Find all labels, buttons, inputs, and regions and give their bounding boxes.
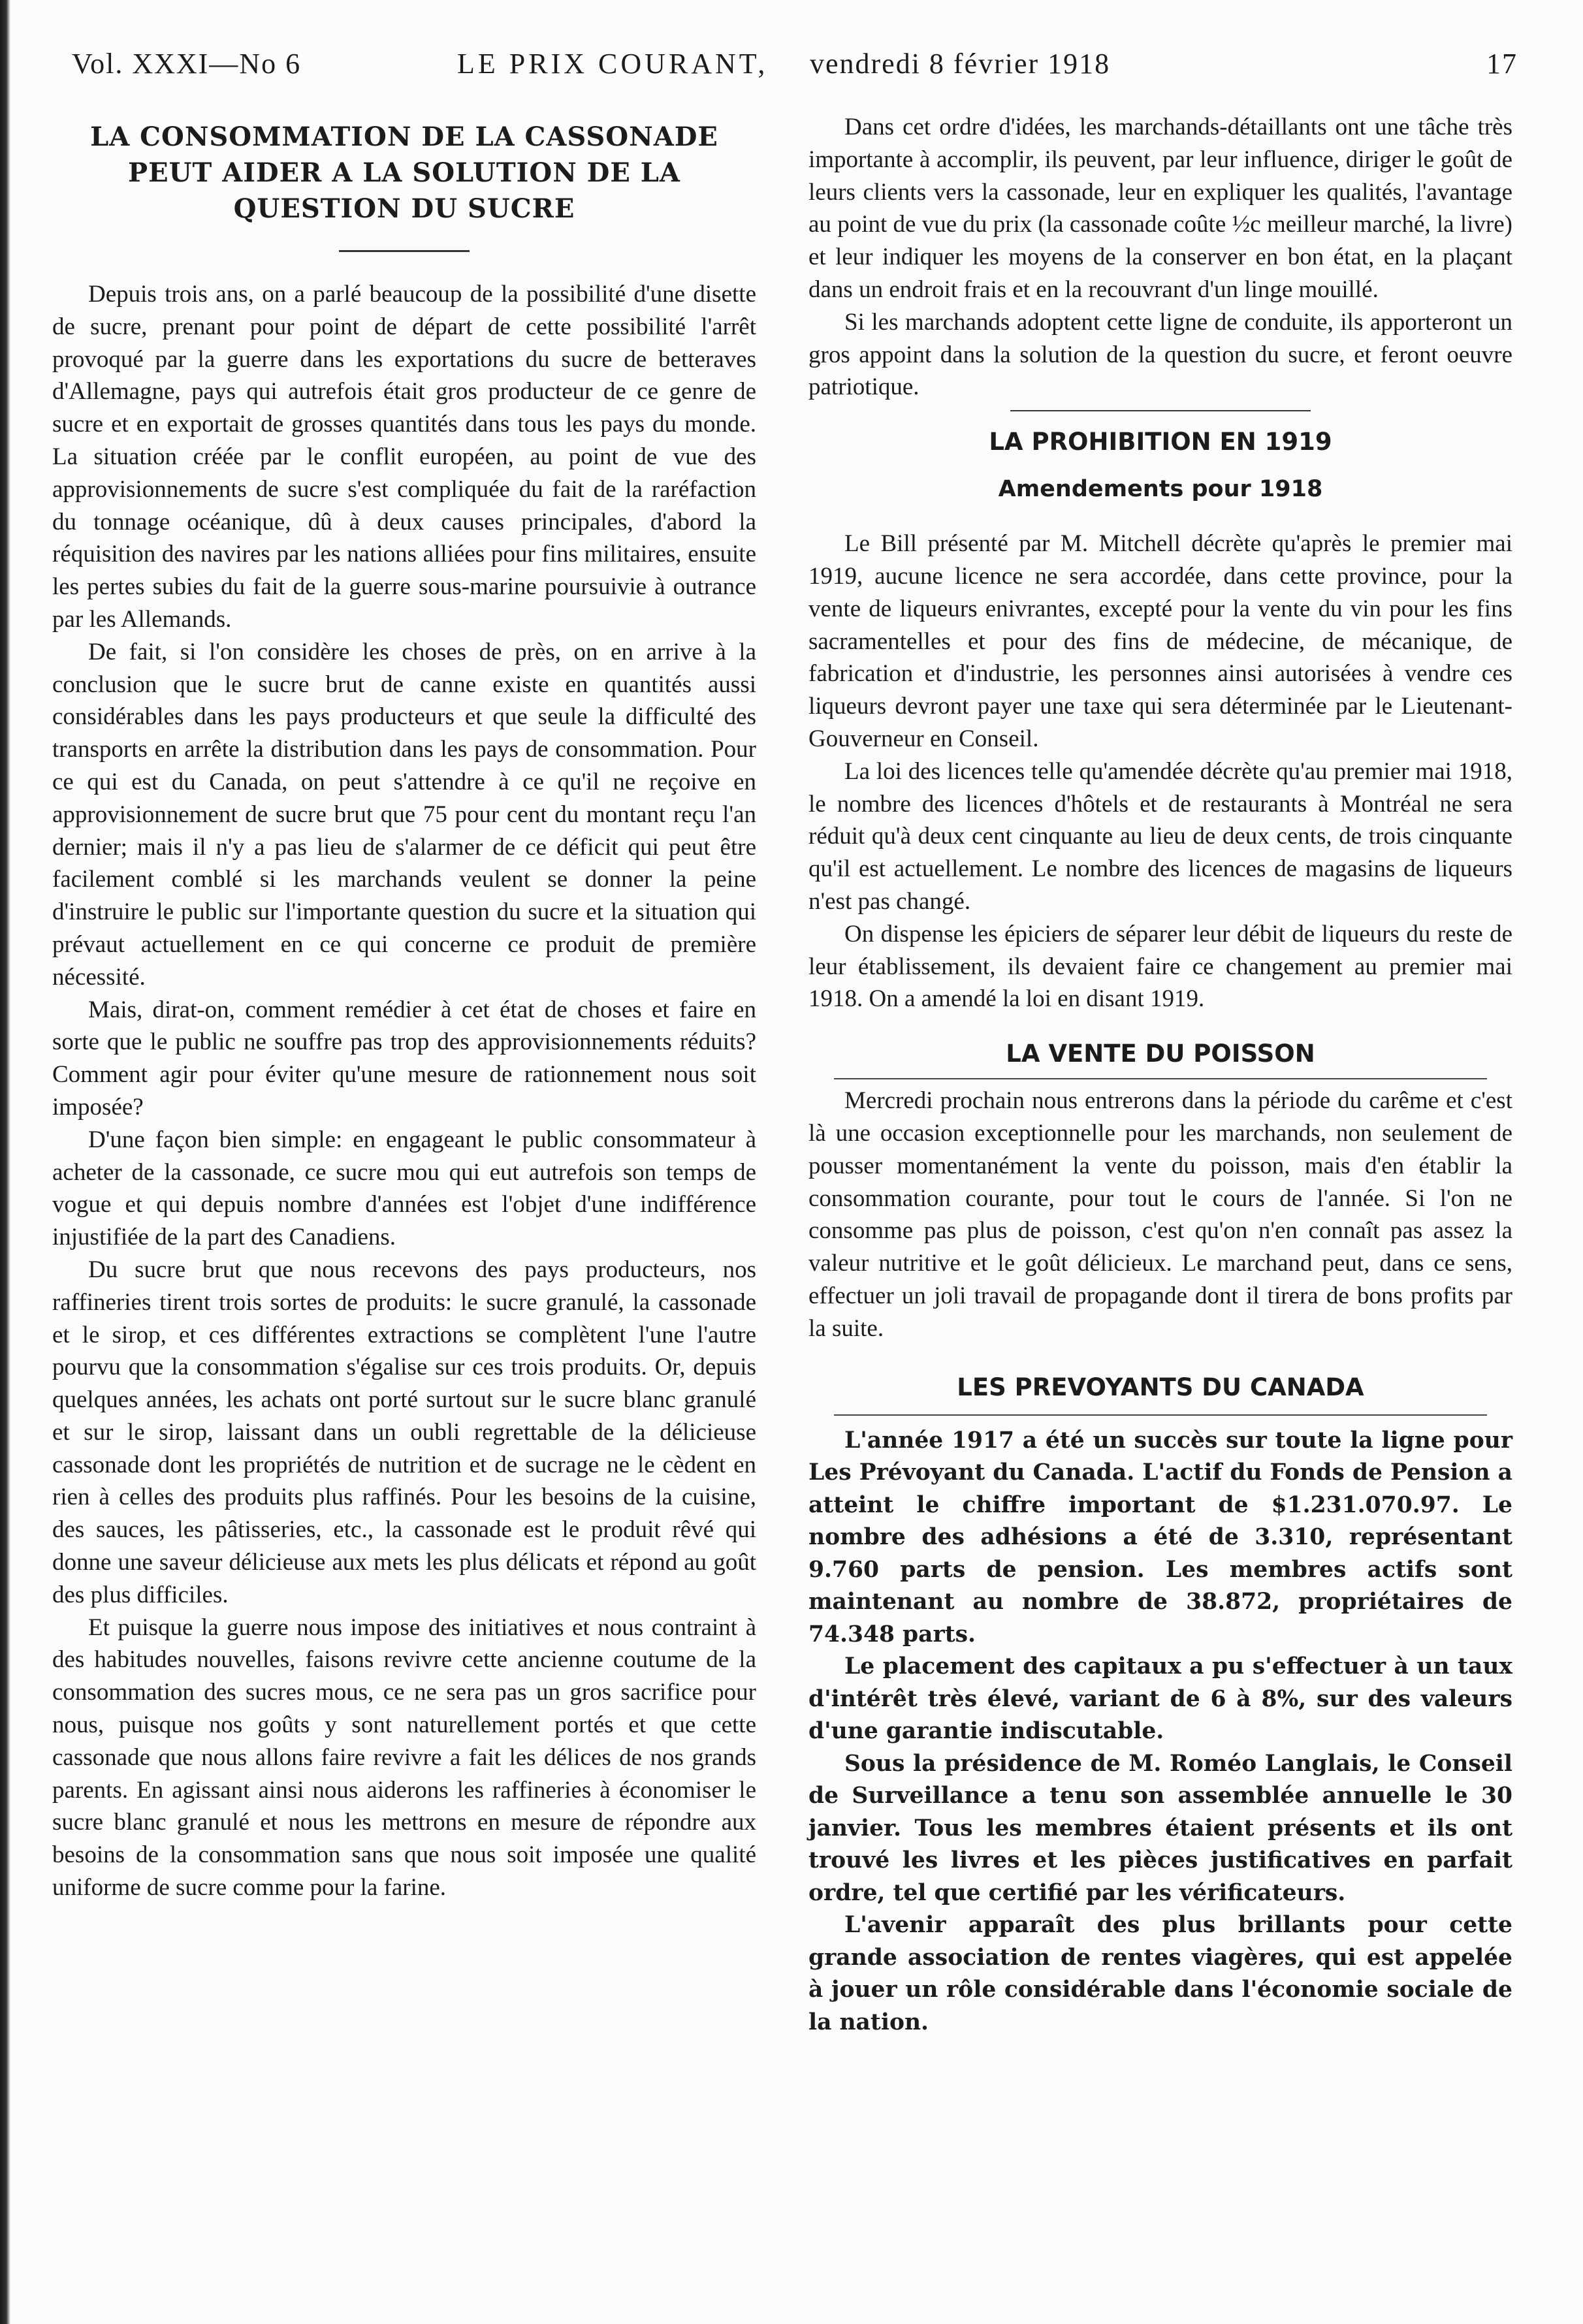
section-divider — [834, 1078, 1487, 1079]
article-title-cassonade: LA CONSOMMATION DE LA CASSONADE PEUT AIDER A LA SOLUTION DE LA QUESTION DU SUCRE — [90, 121, 718, 224]
journal-title: LE PRIX COURANT, — [457, 48, 769, 80]
article-paragraph: Sous la présidence de M. Roméo Langlais, le Conseil de Surveillance a tenu son assemblée annuelle le 30 janvier. Tous les membres étaient présents et ils ont trouvé les livres et les pièces justificatives en parfait ordre, tel que certifié par les vérificateurs. — [808, 1750, 1512, 1906]
article-paragraph: Si les marchands adoptent cette ligne de conduite, ils apporteront un gros appoint dans la solution de la question du sucre, et feront oeuvre patriotique. — [808, 308, 1512, 401]
article-title-prevoyants: LES PREVOYANTS DU CANADA — [957, 1373, 1364, 1401]
section-divider — [834, 1414, 1487, 1416]
section-divider — [1010, 410, 1311, 411]
prevoyants-body — [808, 1425, 1512, 2039]
article-paragraph: De fait, si l'on considère les choses de près, on en arrive à la conclusion que le sucre brut de canne existe en quantités aussi considérables dans les pays producteurs et que seule la difficulté des transports en arrête la distribution dans les pays de consommation. Pour ce qui est du Canada, on peut s'attendre à ce qu'il ne reçoive en approvisionnement de sucre brut que 75 pour cent du montant reçu l'an dernier; mais il n'y a pas lieu de s'alarmer de ce déficit qui peut être facilement comblé si les marchands veulent se donner la peine d'instruire le public sur l'importante question du sucre et la situation qui prévaut actuellement en ce qui concerne ce produit de première nécessité. — [52, 638, 756, 991]
article-title-prohibition: LA PROHIBITION EN 1919 — [989, 428, 1332, 456]
article-paragraph: On dispense les épiciers de séparer leur débit de liqueurs du reste de leur établissement, ils devaient faire ce changement au premier mai 1918. On a amendé la loi en disant 1919. — [808, 920, 1512, 1013]
article-paragraph: Dans cet ordre d'idées, les marchands-détaillants ont une tâche très importante à accomplir, ils peuvent, par leur influence, diriger le goût de leurs clients vers la cassonade, leur en expliquer les qualités, l'avantage au point de vue du prix (la cassonade coûte ½c meilleur marché, la livre) et leur indiquer les moyens de la conserver en bon état, en la plaçant dans un endroit frais et en la recouvrant d'un linge mouillé. — [808, 114, 1512, 303]
article-paragraph: D'une façon bien simple: en engageant le public consommateur à acheter de la cassonade, ce sucre mou qui eut autrefois son temps de vogue et qui depuis nombre d'années est l'objet d'une indifférence injustifiée de la part des Canadiens. — [52, 1126, 756, 1251]
volume-number: Vol. XXXI—No 6 — [72, 48, 302, 80]
article-paragraph: Mercredi prochain nous entrerons dans la période du carême et c'est là une occasion exceptionnelle pour les marchands, non seulement de pousser momentanément la vente du poisson, mais d'en établir la consommation courante, pour tout le cours de l'année. Si l'on ne consomme pas plus de poisson, c'est qu'on n'en connaît pas assez la valeur nutritive et le goût délicieux. Le marchand peut, dans ce sens, effectuer un joli travail de propagande dont il tirera de bons profits par la suite. — [808, 1087, 1512, 1342]
article-paragraph: Depuis trois ans, on a parlé beaucoup de la possibilité d'une disette de sucre, prenant pour point de départ de cette possibilité l'arrêt provoqué par la guerre dans les exportations du sucre de betteraves d'Allemagne, pays qui autrefois était gros producteur de ce genre de sucre et en exportait de grosses quantités dans tous les pays du monde. La situation créée par le conflit européen, au point de vue des approvisionnements de sucre s'est compliquée du fait de la raréfaction du tonnage océanique, dû à deux causes principales, d'abord la réquisition des navires par les nations alliées pour fins militaires, ensuite les pertes subies du fait de la guerre sous-marine poursuivie à outrance par les Allemands. — [52, 281, 756, 633]
article-subtitle-prohibition: Amendements pour 1918 — [998, 476, 1323, 503]
issue-date: vendredi 8 février 1918 — [810, 48, 1111, 80]
page-number: 17 — [1486, 48, 1518, 80]
article-paragraph: Mais, dirat-on, comment remédier à cet état de choses et faire en sorte que le public ne souffre pas trop des approvisionnements réduits? Comment agir pour éviter qu'une mesure de rationnement nous soit imposée? — [52, 996, 756, 1121]
page-edge-shadow — [0, 0, 10, 2324]
article-paragraph: Le Bill présenté par M. Mitchell décrète qu'après le premier mai 1919, aucune licence ne sera accordée, dans cette province, pour la vente de liqueurs enivrantes, excepté pour la vente du vin pour les fins sacramentelles et pour des fins de médecine, de mécanique, de fabrication et d'industrie, les personnes ainsi autorisées à vendre ces liqueurs devront payer une taxe qui sera déterminée par le Lieutenant-Gouverneur en Conseil. — [808, 530, 1512, 752]
right-column — [808, 111, 1512, 2292]
running-header — [52, 39, 1531, 85]
article-paragraph: Et puisque la guerre nous impose des initiatives et nous contraint à des habitudes nouvelles, faisons revivre cette ancienne coutume de la consommation des sucres mous, ce ne sera pas un gros sacrifice pour nous, puisque nos goûts y sont naturellement portés et que cette cassonade que nous allons faire revivre a fait les délices de nos grands parents. En agissant ainsi nous aiderons les raffineries à économiser le sucre blanc granulé et nous les mettrons en mesure de répondre aux besoins de la consommation sans que nous soit imposée une qualité uniforme de sucre comme pour la farine. — [52, 1614, 756, 1902]
title-divider — [339, 250, 470, 252]
left-column — [52, 111, 756, 2292]
article-paragraph: Du sucre brut que nous recevons des pays producteurs, nos raffineries tirent trois sortes de produits: le sucre granulé, la cassonade et le sirop, et ces différentes extractions se complètent l'une l'autre pourvu que la consommation s'égalise sur ces trois produits. Or, depuis quelques années, les achats ont porté surtout sur le sucre blanc granulé et sur le sirop, laissant dans un oubli regrettable de la délicieuse cassonade dont les propriétés de nutrition et de sucrage ne le cèdent en rien à celles des produits plus raffinés. Pour les besoins de la cuisine, des sauces, les pâtisseries, etc., la cassonade est le produit rêvé qui donne une saveur délicieuse aux mets les plus délicats et répond au goût des plus difficiles. — [52, 1256, 756, 1608]
article-paragraph: L'avenir apparaît des plus brillants pour cette grande association de rentes viagères, qui est appelée à jouer un rôle considérable dans l'économie sociale de la nation. — [808, 1912, 1512, 2035]
article-paragraph: L'année 1917 a été un succès sur toute la ligne pour Les Prévoyant du Canada. L'actif du Fonds de Pension a atteint le chiffre important de $1.231.070.97. Le nombre des adhésions a été de 3.310, représentant 9.760 parts de pension. Les membres actifs sont maintenant au nombre de 38.872, propriétaires de 74.348 parts. — [808, 1427, 1512, 1647]
article-title-poisson: LA VENTE DU POISSON — [1006, 1040, 1315, 1068]
article-paragraph: La loi des licences telle qu'amendée décrète qu'au premier mai 1918, le nombre des licences d'hôtels et de restaurants à Montréal ne sera réduit qu'à deux cent cinquante au lieu de deux cents, de trois cinquante qu'il est actuellement. Le nombre des licences de magasins de liqueurs n'est pas changé. — [808, 757, 1512, 915]
article-paragraph: Le placement des capitaux a pu s'effectuer à un taux d'intérêt très élevé, variant de 6 à 8%, sur des valeurs d'une garantie indiscutable. — [808, 1653, 1512, 1744]
